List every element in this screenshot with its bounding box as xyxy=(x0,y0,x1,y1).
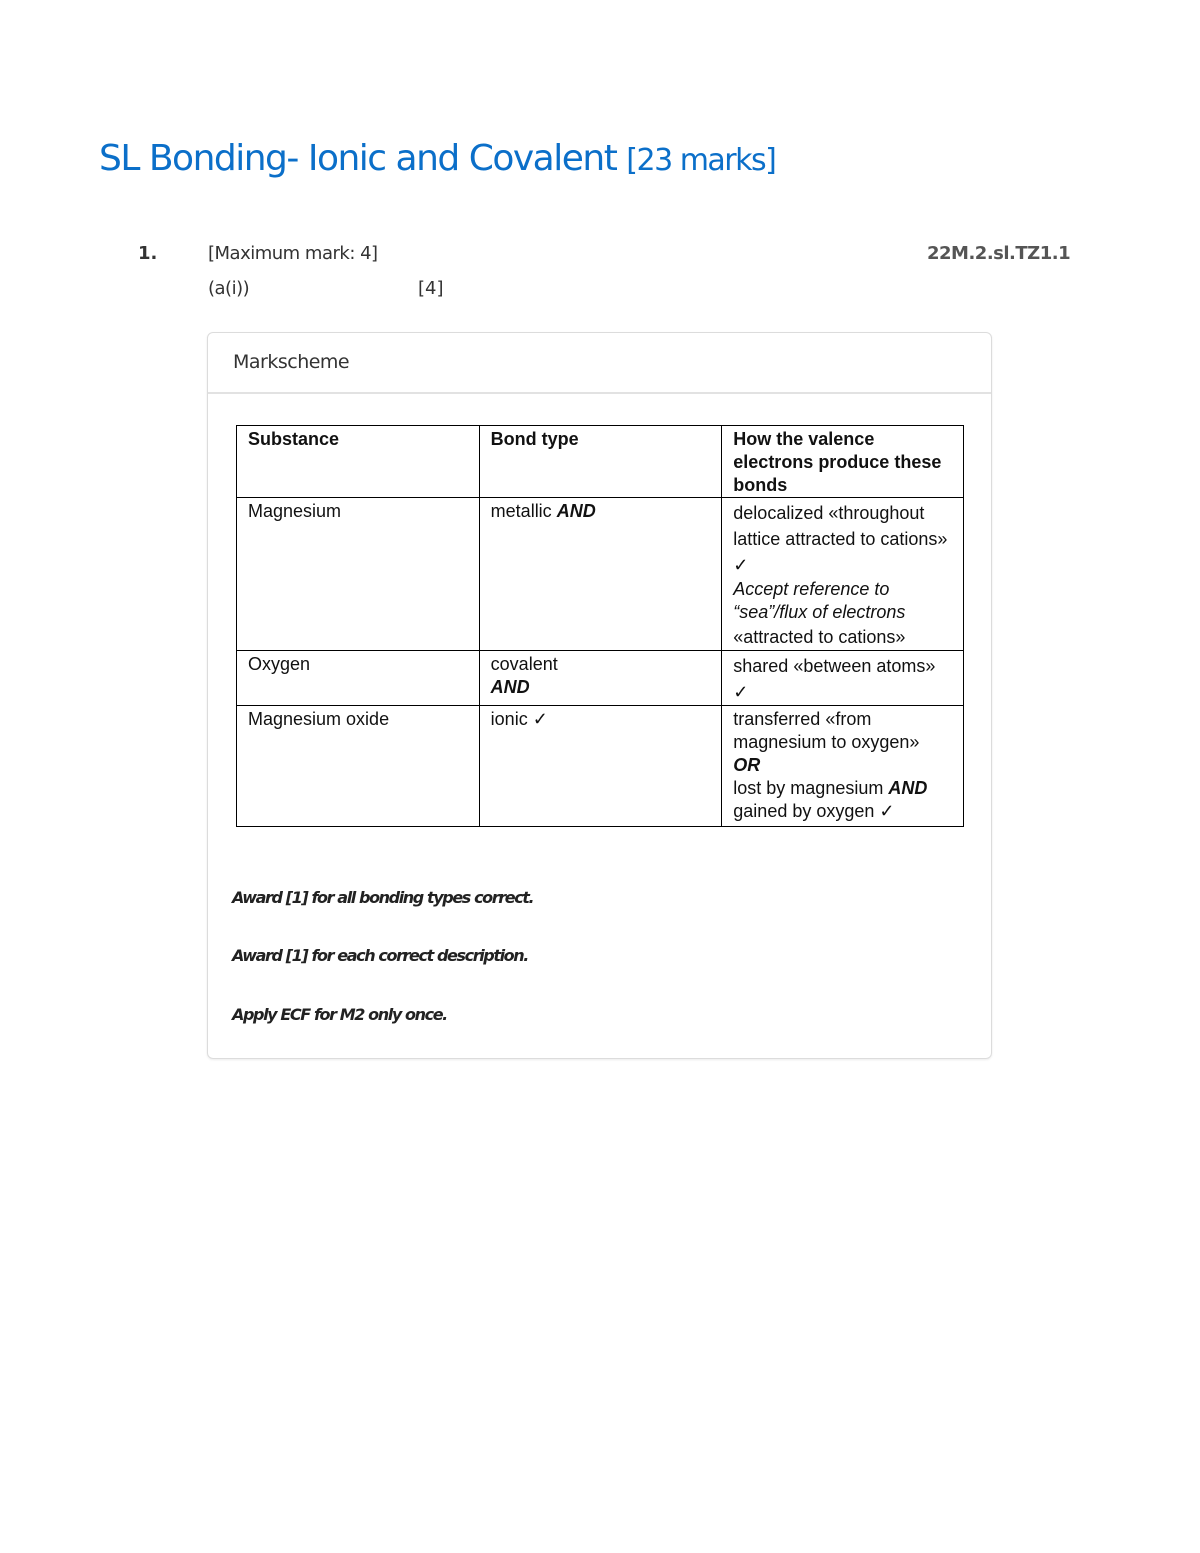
table-row xyxy=(237,498,964,651)
column-header-how: How the valence electrons produce these bonds xyxy=(722,426,964,498)
cell-how xyxy=(722,498,964,651)
maximum-mark: [Maximum mark: 4] xyxy=(208,243,378,264)
question-part: (a(i)) xyxy=(208,278,250,299)
cell-bond-type: ionic ✓ xyxy=(479,706,722,827)
cell-bond-type xyxy=(479,651,722,706)
table-header-row xyxy=(237,426,964,498)
cell-bond-type xyxy=(479,498,722,651)
question-number: 1. xyxy=(138,243,158,264)
how-text: shared «between atoms» ✓ xyxy=(733,656,936,702)
markscheme-note: Award [1] for each correct description. xyxy=(232,946,528,965)
cell-how xyxy=(722,706,964,827)
how-text: delocalized «throughout lattice attracted to cations» ✓ xyxy=(733,503,948,575)
question-part-marks: [4] xyxy=(418,278,444,299)
how-text-b2: gained by oxygen ✓ xyxy=(733,801,895,821)
page-title xyxy=(99,138,775,179)
bond-type-text: metallic xyxy=(490,501,552,521)
and-keyword: AND xyxy=(556,501,596,521)
markscheme-table xyxy=(236,425,964,827)
title-marks: [23 marks] xyxy=(626,143,776,178)
how-text: transferred «from magnesium to oxygen» xyxy=(733,709,920,752)
column-header-bond-type: Bond type xyxy=(479,426,722,498)
table-row xyxy=(237,706,964,827)
table-row xyxy=(237,651,964,706)
and-keyword: AND xyxy=(490,677,530,697)
column-header-substance: Substance xyxy=(237,426,480,498)
cell-substance: Magnesium xyxy=(237,498,480,651)
bond-type-text: covalent xyxy=(490,654,558,674)
cell-substance: Magnesium oxide xyxy=(237,706,480,827)
accept-note: Accept reference to “sea”/flux of electrons xyxy=(733,579,906,622)
cell-how xyxy=(722,651,964,706)
markscheme-note: Award [1] for all bonding types correct. xyxy=(232,888,534,907)
how-text-b1: lost by magnesium xyxy=(733,778,884,798)
title-text: SL Bonding- Ionic and Covalent xyxy=(99,138,617,179)
accept-note-tail: «attracted to cations» xyxy=(733,627,906,647)
markscheme-note: Apply ECF for M2 only once. xyxy=(232,1005,447,1024)
markscheme-heading: Markscheme xyxy=(208,333,991,394)
question-code: 22M.2.sl.TZ1.1 xyxy=(927,243,1071,264)
cell-substance: Oxygen xyxy=(237,651,480,706)
and-keyword: AND xyxy=(888,778,928,798)
or-keyword: OR xyxy=(733,755,761,775)
